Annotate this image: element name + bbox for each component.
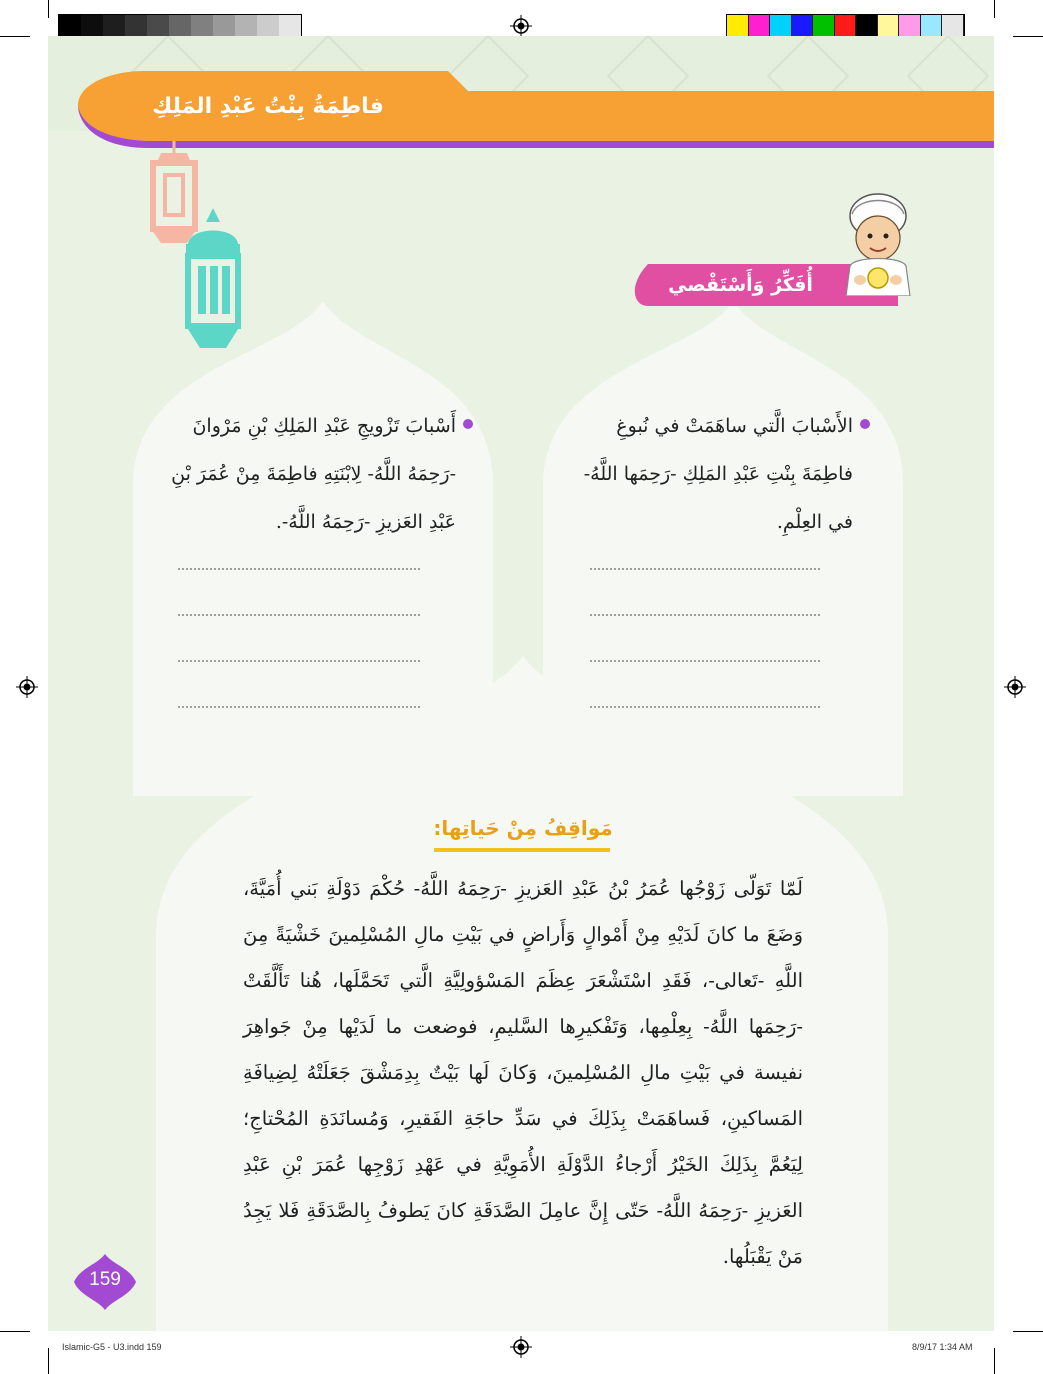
section-heading: مَواقِفُ مِنْ حَياتِها: — [433, 816, 613, 840]
answer-line[interactable] — [590, 706, 820, 708]
think-explore-badge: أُفَكِّرُ وَأَسْتَقْصي — [668, 274, 813, 296]
question-text: أَسْبابَ تَزْويجِ عَبْدِ المَلِكِ بْنِ مَرْوانَ -رَحِمَهُ اللَّهُ- لِابْنَتِهِ فاطِمَةَ مِنْ عُمَرَ بْنِ عَبْدِ العَزيزِ -رَحِمَهُ اللَّهُ-. — [171, 415, 456, 533]
date-slug: 8/9/17 1:34 AM — [912, 1342, 973, 1352]
answer-line[interactable] — [590, 660, 820, 662]
page-number: 159 — [89, 1269, 121, 1290]
crop-mark — [0, 1331, 30, 1332]
bullet-icon — [859, 418, 871, 430]
crop-mark — [48, 1348, 49, 1374]
answer-line[interactable] — [178, 660, 420, 662]
registration-mark-icon — [1004, 676, 1026, 698]
boy-character-icon — [840, 186, 916, 296]
question-box-right — [563, 402, 853, 546]
file-slug: Islamic-G5 - U3.indd 159 — [62, 1342, 162, 1352]
heading-underline — [434, 848, 610, 852]
bullet-icon — [462, 418, 474, 430]
crop-mark — [0, 36, 30, 37]
lesson-title: فاطِمَةُ بِنْتُ عَبْدِ المَلِكِ — [152, 94, 384, 119]
lantern-icon — [180, 208, 246, 358]
story-paragraph: لَمّا تَوَلّى زَوْجُها عُمَرُ بْنُ عَبْدِ العَزيزِ -رَحِمَهُ اللَّهُ- حُكْمَ دَوْلَةِ بَني أُمَيَّةَ، وَضَعَ ما كانَ لَدَيْهِ مِنْ أَمْوالٍ وَأَراضٍ في بَيْتِ مالِ المُسْلِمينَ خَشْيَةً مِنَ اللَّهِ -تَعالى-، فَقَدِ اسْتَشْعَرَ عِظَمَ المَسْؤولِيَّةِ الَّتي تَحَمَّلَها، هُنا تَأَلَّقَتْ -رَحِمَها اللَّهُ- بِعِلْمِها، وَتَفْكيرِها السَّليمِ، فوضعت ما لَدَيْها مِنْ جَواهِرَ نفيسة في بَيْتِ مالِ المُسْلِمينَ، وَكانَ لَها بَيْتٌ بِدِمَشْقَ جَعَلَتْهُ لِضِيافَةِ المَساكينِ، فَساهَمَتْ بِذَلِكَ في سَدِّ حاجَةِ الفَقيرِ، وَمُسانَدَةِ المُحْتاجِ؛ لِيَعُمَّ بِذَلِكَ الخَيْرُ أَرْجاءُ الدَّوْلَةِ الأُمَوِيَّةِ في عَهْدِ زَوْجِها عُمَرَ بْنِ عَبْدِ العَزيزِ -رَحِمَهُ اللَّهُ- حَتّى إِنَّ عامِلَ الصَّدَقَةِ كانَ يَطوفُ بِالصَّدَقَةِ فَلا يَجِدُ مَنْ يَقْبَلُها. — [243, 877, 803, 1268]
crop-mark — [994, 1348, 995, 1374]
answer-line[interactable] — [178, 706, 420, 708]
answer-line[interactable] — [178, 568, 420, 570]
question-text: الأَسْبابَ الَّتي ساهَمَتْ في نُبوغِ فاطِمَةَ بِنْتِ عَبْدِ المَلِكِ -رَحِمَها اللَّهُ- في العِلْمِ. — [583, 415, 853, 533]
answer-line[interactable] — [178, 614, 420, 616]
registration-mark-icon — [510, 1336, 532, 1358]
crop-mark — [994, 0, 995, 18]
crop-mark — [48, 0, 49, 18]
question-box-left — [168, 402, 456, 546]
answer-line[interactable] — [590, 614, 820, 616]
crop-mark — [1013, 1331, 1043, 1332]
answer-line[interactable] — [590, 568, 820, 570]
registration-mark-icon — [510, 15, 532, 37]
registration-mark-icon — [16, 676, 38, 698]
crop-mark — [1013, 36, 1043, 37]
textbook-page — [48, 36, 994, 1331]
